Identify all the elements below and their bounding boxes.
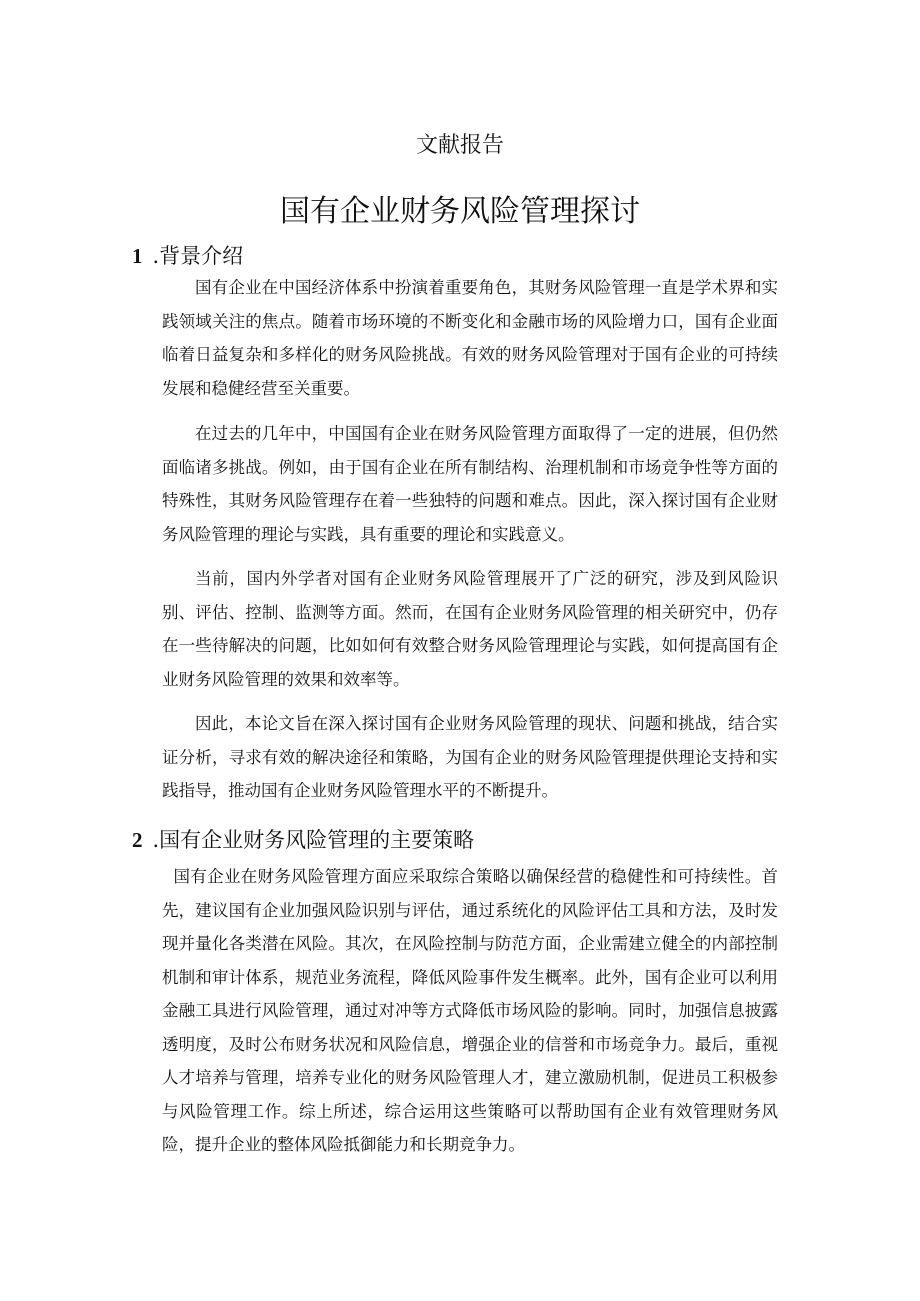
document-type-label: 文献报告 — [415, 133, 504, 158]
section-1-paragraph-1: 国有企业在中国经济体系中扮演着重要角色，其财务风险管理一直是学术界和实践领域关注的焦点。随着市场环境的不断变化和金融市场的风险增力口，国有企业面临着日益复杂和多样化的财务风险挑战。有效的财务风险管理对于国有企业的可持续发展和稳健经营至关重要。 — [162, 278, 778, 398]
section-1-heading-text: .背景介绍 — [152, 244, 244, 268]
section-1-paragraph-2: 在过去的几年中，中国国有企业在财务风险管理方面取得了一定的进展，但仍然面临诸多挑战。例如，由于国有企业在所有制结构、治理机制和市场竞争性等方面的特殊性，其财务风险管理存在着一些独特的问题和难点。因此，深入探讨国有企业财务风险管理的理论与实践，具有重要的理论和实践意义。 — [162, 424, 778, 544]
section-2-heading — [132, 824, 474, 854]
section-1-paragraph-3: 当前，国内外学者对国有企业财务风险管理展开了广泛的研究，涉及到风险识别、评估、控制、监测等方面。然而，在国有企业财务风险管理的相关研究中，仍存在一些待解决的问题，比如如何有效整合财务风险管理理论与实践，如何提高国有企业财务风险管理的效果和效率等。 — [162, 569, 778, 689]
section-2-heading-text: .国有企业财务风险管理的主要策略 — [152, 828, 475, 852]
section-1-number: 1 — [132, 244, 143, 268]
section-2-number: 2 — [132, 828, 143, 852]
section-1-heading — [132, 240, 243, 270]
section-2-paragraph-1: 国有企业在财务风险管理方面应采取综合策略以确保经营的稳健性和可持续性。首先，建议国有企业加强风险识别与评估，通过系统化的风险评估工具和方法，及时发现并量化各类潜在风险。其次，在风险控制与防范方面，企业需建立健全的内部控制机制和审计体系，规范业务流程，降低风险事件发生概率。此外，国有企业可以利用金融工具进行风险管理，通过对冲等方式降低市场风险的影响。同时，加强信息披露透明度，及时公布财务状况和风险信息，增强企业的信誉和市场竞争力。最后，重视人才培养与管理，培养专业化的财务风险管理人才，建立激励机制，促进员工积极参与风险管理工作。综上所述，综合运用这些策略可以帮助国有企业有效管理财务风险，提升企业的整体风险抵御能力和长期竞争力。 — [162, 867, 778, 1154]
section-1-paragraph-4: 因此，本论文旨在深入探讨国有企业财务风险管理的现状、问题和挑战，结合实证分析，寻求有效的解决途径和策略，为国有企业的财务风险管理提供理论支持和实践指导，推动国有企业财务风险管理水平的不断提升。 — [162, 714, 778, 800]
document-title: 国有企业财务风险管理探讨 — [280, 194, 640, 229]
